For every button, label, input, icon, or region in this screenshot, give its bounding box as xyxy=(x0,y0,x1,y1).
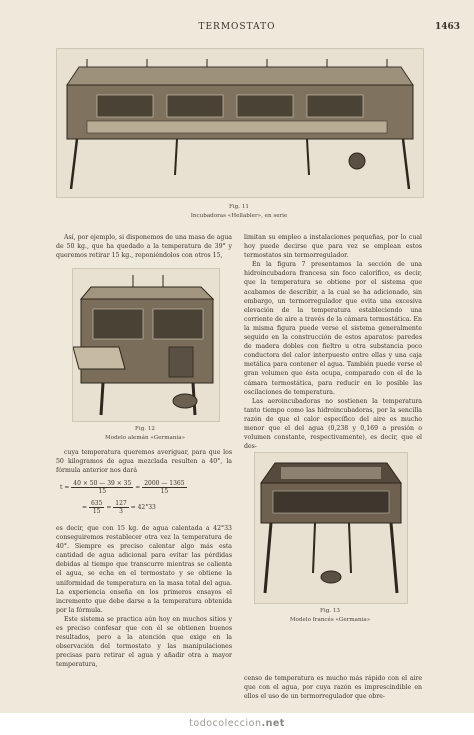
figure-12-image xyxy=(72,268,220,422)
figure-11-caption: Incubadoras «Hellabler», en serie xyxy=(190,213,288,219)
right-paragraph-2: En la figura 7 presentamos la sección de una hidroincubadora francesa sin foco calorífico, es decir, que la temperatura se obtiene por el sistema que acabamos de describir, a la cual se ha adicionado, sin embargo, un termorregulador que evita una excesiva elevación de la temperatura estableciendo una corriente de aire a través de la cámara termostática. En la misma figura puede verse el sistema generalmente seguido en la construcción de estos aparatos: paredes de madera dobles con fieltro u otra substancia poco conductora del calor interpuesto entre ellas y una caja metálica para contener el agua. También puede verse el gran volumen que ésta ocupa, comparado con el de la cámara termostática, para reducir en lo posible las oscilaciones de temperatura. xyxy=(244,261,422,396)
formula-numerator-1: 40 × 50 — 39 × 35 xyxy=(73,480,132,487)
formula-fraction-1 xyxy=(71,480,133,495)
formula-denominator-3: 15 xyxy=(92,508,101,515)
left-paragraph-3: es decir, que con 15 kg. de agua calentada a 42°33 conseguiremos restablecer otra vez la temperatura de 40°. Siempre es preciso calentar algo más esta cantidad de agua adicional para evitar las pérdidas debidas al tiempo que transcurre mientras se calienta el agua, se echa en el termostato y se obtiene la uniformidad de temperatura en la masa total del agua. La experiencia enseña en los primeros ensayos el incremento que debe darse a la temperatura obtenida por la fórmula. xyxy=(56,525,232,614)
formula-fraction-2 xyxy=(142,480,186,495)
watermark-suffix: .net xyxy=(261,718,285,729)
figure-12-caption: Modelo alemán «Germania» xyxy=(104,435,186,441)
figure-11-image xyxy=(56,48,424,198)
right-column-end xyxy=(244,674,422,701)
right-paragraph-1: limitan su empleo a instalaciones pequeñas, por lo cual hoy puede decirse que para vez se emplean estos termostatos sin termorregulador. xyxy=(244,234,422,260)
left-paragraph-1: Así, por ejemplo, si disponemos de una masa de agua de 50 kg., que ha quedado a la temperatura de 39° y queremos retirar 15 kg., reponiéndolos con otros 15, xyxy=(56,234,232,260)
watermark-brand: todocoleccion xyxy=(189,718,262,729)
right-column-body xyxy=(244,233,422,451)
formula-lhs: t = xyxy=(60,484,70,491)
formula-numerator-4: 127 xyxy=(115,500,127,507)
left-paragraph-4: Este sistema se practica aún hoy en muchos sitios y es preciso confesar que con él se obtienen buenos resultados, pero a la atención que exige en la observación del termostato y las manipulaciones precisas para retirar el agua y añadir otra a mayor temperatura, xyxy=(56,615,232,669)
formula-numerator-3: 635 xyxy=(90,500,103,507)
left-paragraph-2: cuya temperatura queremos averiguar, para que los 50 kilogramos de agua mezclada resulten a 40°, la fórmula anterior nos dará xyxy=(56,449,232,475)
right-paragraph-3: Las aeroincubadoras no sostienen la temperatura tanto tiempo como las hidroincubadoras, por la sencilla razón de que el calor específico del aire es mucho menor que el del agua (0,238 y 0,169 a presión o volumen constante, respectivamente), es decir, que el des- xyxy=(244,397,422,451)
figure-12-label: Fig. 12 xyxy=(135,426,155,432)
right-paragraph-4: censo de temperatura es mucho más rápido con el aire que con el agua, por cuya razón es imprescindible en ellos el uso de un termorregulador que obre- xyxy=(244,675,422,701)
temperature-formula: t = $\frac{40 \times 50 — 39 \times 35}{15}$ = $\frac{2000 — 1365}{15}$ = $\frac{635}{15}$ = $\frac{127}{3}$ = 42°33 xyxy=(60,480,185,515)
running-title: TERMOSTATO xyxy=(198,22,276,32)
formula-denominator-1: 15 xyxy=(98,488,107,495)
page-number: 1463 xyxy=(434,22,460,32)
formula-eq-2: = xyxy=(106,504,112,511)
figure-11-label: Fig. 11 xyxy=(229,204,249,210)
watermark xyxy=(0,718,474,729)
left-column-intro xyxy=(56,233,232,260)
formula-numerator-2: 2000 — 1365 xyxy=(144,480,185,487)
page-header xyxy=(0,22,474,34)
formula-fraction-3 xyxy=(89,500,104,515)
formula-eq-1: = xyxy=(82,504,88,511)
figure-13-caption: Modelo francés «Germania» xyxy=(289,617,371,623)
left-column-end xyxy=(56,524,232,670)
formula-result: = 42°33 xyxy=(130,504,156,511)
formula-denominator-4: 3 xyxy=(119,508,123,515)
figure-13-label: Fig. 13 xyxy=(320,608,340,614)
formula-fraction-4 xyxy=(113,500,128,515)
left-column-body xyxy=(56,448,232,475)
formula-denominator-2: 15 xyxy=(160,488,169,495)
figure-13-image xyxy=(254,452,408,604)
